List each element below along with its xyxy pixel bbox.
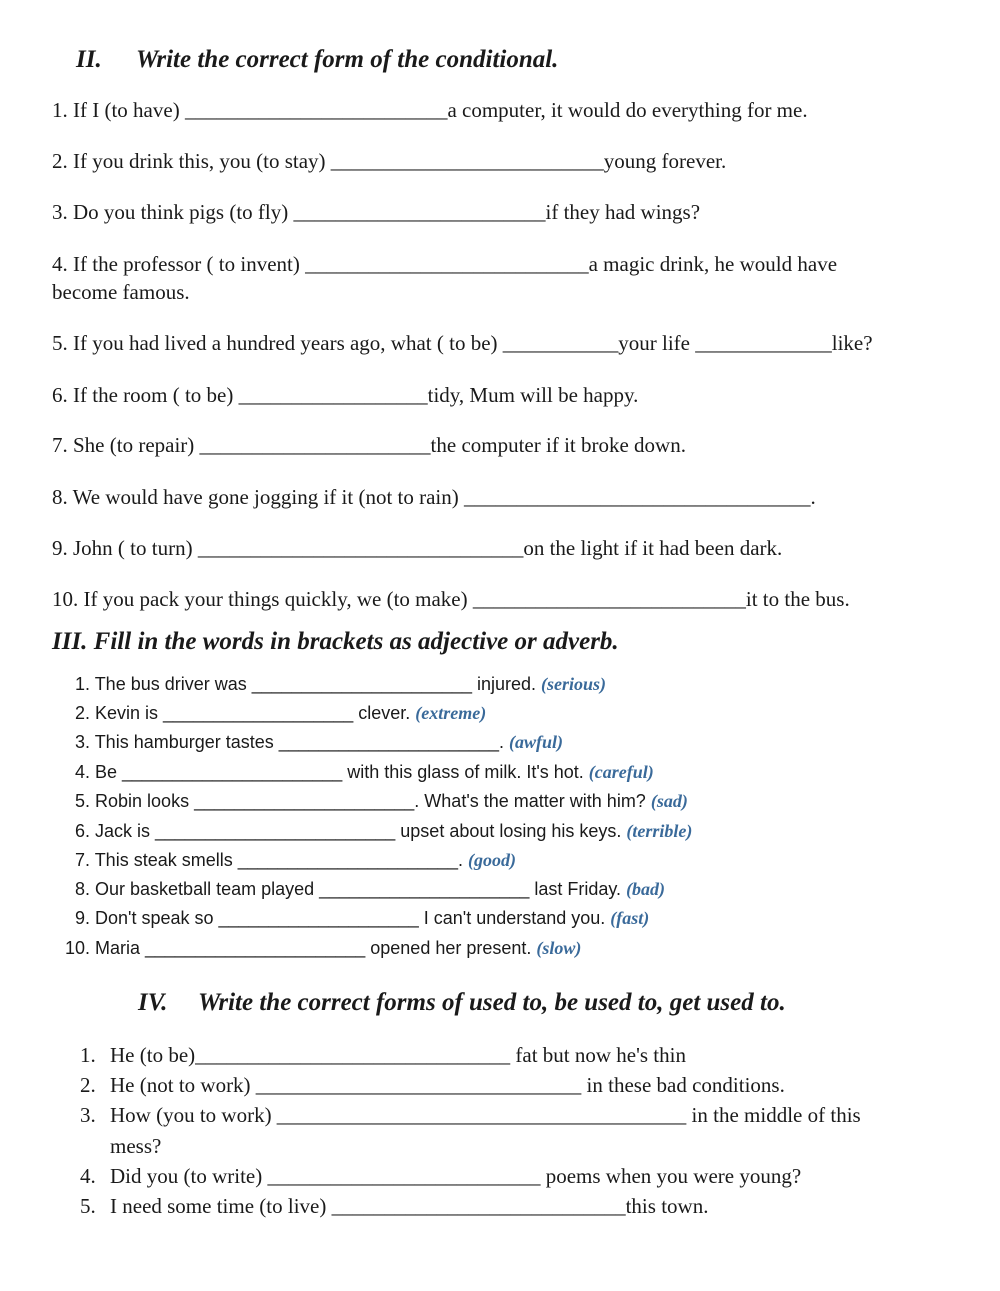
section4-heading — [138, 989, 786, 1017]
s3-hint-10: (slow) — [536, 938, 582, 958]
s2-item-9: 9. John ( to turn) _______________________________on the light if it had been dark. — [52, 536, 783, 560]
s3-text-3: This hamburger tastes ______________________. — [94, 732, 510, 752]
s2-item-1: 1. If I (to have) _________________________a computer, it would do everything for me. — [52, 98, 808, 122]
s3-item-5 — [60, 791, 688, 812]
s3-text-10: Maria ______________________ opened her present. — [95, 938, 537, 958]
s2-item-6: 6. If the room ( to be) __________________tidy, Mum will be happy. — [52, 383, 639, 407]
s3-hint-3: (awful) — [509, 732, 564, 752]
s4-number-4: 4. — [80, 1164, 96, 1188]
section3-heading: III. Fill in the words in brackets as adjective or adverb. — [52, 628, 619, 655]
s4-number-5: 5. — [80, 1194, 96, 1218]
s3-text-8: Our basketball team played _____________________ last Friday. — [95, 879, 627, 899]
s4-number-1: 1. — [80, 1043, 96, 1067]
s3-text-9: Don't speak so ____________________ I can't understand you. — [95, 908, 611, 928]
s3-item-10 — [60, 938, 581, 959]
s4-item-3-cont: mess? — [110, 1134, 162, 1158]
s3-hint-2: (extreme) — [415, 703, 487, 723]
section4-heading-number: IV. — [138, 989, 168, 1016]
section2-heading-number: II. — [76, 46, 102, 73]
s4-text-5: I need some time (to live) ____________________________this town. — [110, 1194, 709, 1218]
s3-number-6: 6. — [74, 821, 90, 841]
s3-text-2: Kevin is ___________________ clever. — [95, 703, 416, 723]
s3-text-4: Be ______________________ with this glass of milk. It's hot. — [95, 762, 589, 782]
s3-text-5: Robin looks ______________________. What's the matter with him? — [95, 791, 651, 811]
s3-hint-5: (sad) — [650, 791, 688, 811]
section2-heading — [76, 46, 558, 74]
s4-item-1 — [80, 1043, 686, 1068]
s3-hint-9: (fast) — [610, 908, 650, 928]
s2-item-4: 4. If the professor ( to invent) ___________________________a magic drink, he would have — [52, 252, 838, 276]
s2-item-7: 7. She (to repair) ______________________the computer if it broke down. — [52, 433, 686, 457]
s3-number-2: 2. — [74, 703, 90, 723]
s3-item-9 — [60, 908, 649, 929]
s3-number-3: 3. — [74, 732, 90, 752]
s4-text-1: He (to be)______________________________ fat but now he's thin — [110, 1043, 686, 1067]
s3-hint-7: (good) — [467, 850, 516, 870]
s4-item-4 — [80, 1164, 801, 1189]
s3-text-7: This steak smells ______________________. — [94, 850, 468, 870]
s4-text-3: How (you to work) _______________________________________ in the middle of this — [110, 1103, 861, 1127]
s3-number-7: 7. — [74, 850, 90, 870]
s3-hint-6: (terrible) — [626, 821, 693, 841]
s3-hint-1: (serious) — [541, 674, 607, 694]
s3-item-1 — [60, 674, 606, 695]
s3-item-6 — [60, 821, 692, 842]
s3-number-8: 8. — [74, 879, 90, 899]
s4-number-3: 3. — [80, 1103, 96, 1127]
s3-number-9: 9. — [74, 908, 90, 928]
s2-item-8: 8. We would have gone jogging if it (not to rain) _________________________________. — [52, 485, 816, 509]
s3-item-4 — [60, 762, 654, 783]
s4-item-5 — [80, 1194, 708, 1219]
s4-item-2 — [80, 1073, 785, 1098]
s3-hint-8: (bad) — [626, 879, 666, 899]
s4-number-2: 2. — [80, 1073, 96, 1097]
s4-text-2: He (not to work) _______________________________ in these bad conditions. — [110, 1073, 785, 1097]
s3-number-10: 10. — [64, 938, 90, 958]
s3-item-2 — [60, 703, 486, 724]
s2-item-4-cont: become famous. — [52, 280, 190, 304]
s2-item-3: 3. Do you think pigs (to fly) ________________________if they had wings? — [52, 200, 701, 224]
s3-item-7 — [60, 850, 516, 871]
section4-heading-text: Write the correct forms of used to, be used to, get used to. — [198, 989, 786, 1016]
section2-heading-text: Write the correct form of the conditional. — [136, 46, 559, 73]
s3-item-8 — [60, 879, 665, 900]
s3-number-5: 5. — [74, 791, 90, 811]
s3-item-3 — [60, 732, 563, 753]
s2-item-5: 5. If you had lived a hundred years ago, what ( to be) ___________your life _____________like? — [52, 331, 873, 355]
s2-item-10: 10. If you pack your things quickly, we (to make) __________________________it to the bus. — [52, 587, 850, 611]
s2-item-2: 2. If you drink this, you (to stay) __________________________young forever. — [52, 149, 727, 173]
s3-hint-4: (careful) — [588, 762, 654, 782]
s3-number-4: 4. — [74, 762, 90, 782]
s3-text-6: Jack is ________________________ upset about losing his keys. — [95, 821, 627, 841]
s4-item-3 — [80, 1103, 861, 1128]
s3-number-1: 1. — [74, 674, 90, 694]
s4-text-4: Did you (to write) __________________________ poems when you were young? — [110, 1164, 802, 1188]
s3-text-1: The bus driver was ______________________ injured. — [94, 674, 542, 694]
